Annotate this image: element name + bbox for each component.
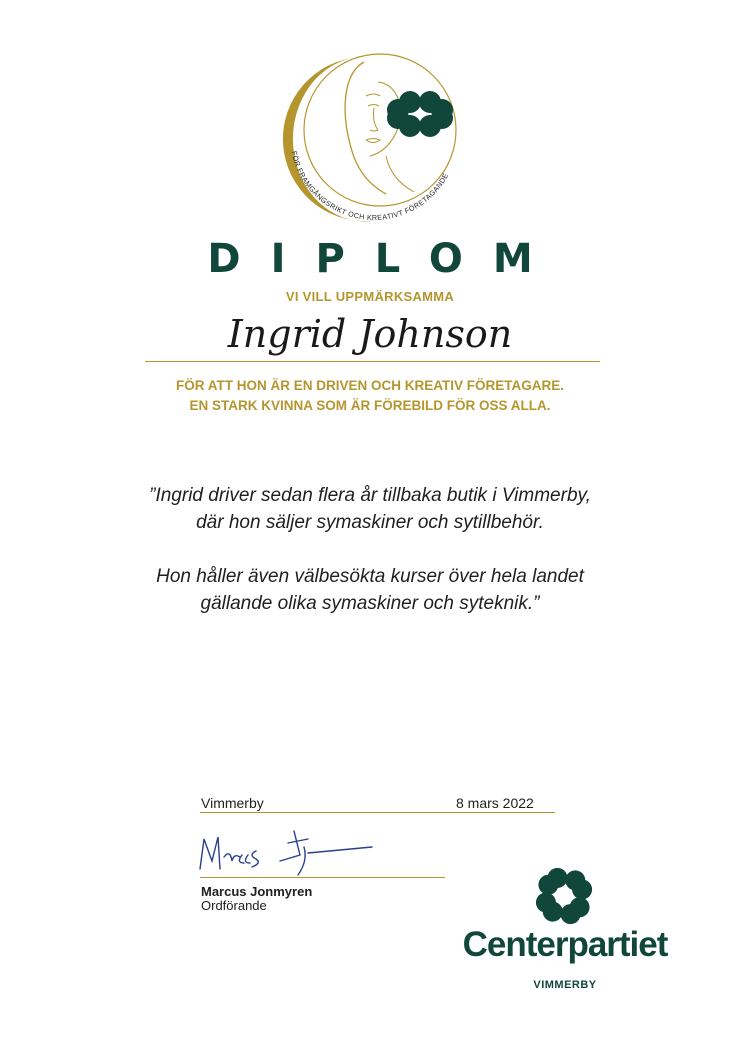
signer-role: Ordförande [201,898,267,913]
signing-date: 8 mars 2022 [456,795,534,811]
reason-line-2: EN STARK KVINNA SOM ÄR FÖREBILD FÖR OSS ALLA. [189,398,551,413]
quote-paragraph-1 [0,482,740,536]
intro-text: VI VILL UPPMÄRKSAMMA [285,289,455,304]
party-local-branch: VIMMERBY [533,979,597,991]
reason-text [0,376,740,416]
four-leaf-clover-icon [528,860,600,932]
name-underline [145,361,600,362]
signer-name: Marcus Jonmyren [201,884,313,899]
handwritten-signature [196,825,381,881]
quote-paragraph-2 [0,563,740,617]
quote-line: Hon håller även välbesökta kurser över hela landet [156,566,584,587]
recipient-name: Ingrid Johnson [227,312,513,356]
reason-line-1: FÖR ATT HON ÄR EN DRIVEN OCH KREATIV FÖRETAGARE. [176,378,564,393]
emblem-ring-text: FÖR FRAMGÅNGSRIKT OCH KREATIVT FÖRETAGANDE [289,150,451,223]
quote-line: gällande olika symaskiner och syteknik.” [200,593,540,614]
quote-line: ”Ingrid driver sedan flera år tillbaka butik i Vimmerby, [149,485,591,506]
signature-underline [200,877,445,878]
signing-place: Vimmerby [201,795,264,811]
quote-line: där hon säljer symaskiner och sytillbehör. [196,512,544,533]
diploma-title: DIPLOM [207,236,563,282]
party-name: Centerpartiet [462,925,668,964]
quote-block [0,482,740,644]
woman-clover-emblem [282,44,464,234]
svg-text:FÖR FRAMGÅNGSRIKT OCH KREATIVT [289,150,450,222]
date-underline [200,812,555,813]
